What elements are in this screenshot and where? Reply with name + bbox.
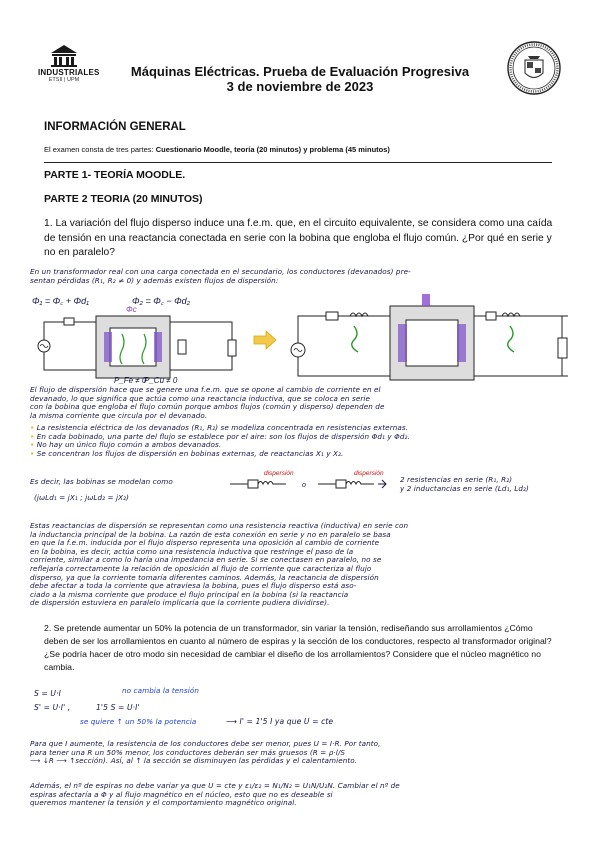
answer1-bullets: [30, 424, 410, 458]
answer-line: para tener una R un 50% menor, los conductores deberán ser más gruesos (R = ρ·l/S: [30, 747, 346, 757]
question-1: 1. La variación del flujo disperso induce una f.e.m. que, en el circuito equivalente, se considera como una caída de tensión en una reactancia conectada en serie con la bobina que engloba el flujo común. ¿Por qué en serie y no en paralelo?: [44, 218, 553, 258]
answer-line: ciado a la misma corriente que produce el flujo principal en la bobina (si la reactancia: [30, 589, 349, 599]
bullet-item: • No hay un único flujo común a ambos devanados.: [30, 440, 222, 450]
answer-line: corriente, similar a como lo haría una impedancia en serie. Si se conectasen en paralelo, no se: [30, 555, 382, 565]
answer2-eq1: S = U·I: [34, 689, 61, 698]
answer-line: sentan pérdidas (R₁, R₂ ≠ 0) y además existen flujos de dispersión:: [30, 275, 279, 285]
title-line-1: Máquinas Eléctricas. Prueba de Evaluación Progresiva: [130, 64, 470, 79]
answer2-eq2b: 1'5 S = U·I': [96, 703, 140, 712]
answer2-note2: se quiere ↑ un 50% la potencia: [80, 717, 197, 726]
bullet-item: • Se concentran los flujos de dispersión en bobinas externas, de reactancias X₁ y X₂.: [30, 448, 344, 458]
model-equation: (jωLd₁ = jX₁ ; jωLd₂ = jX₂): [34, 493, 130, 502]
transformer-diagram: [28, 288, 576, 384]
general-info-heading: INFORMACIÓN GENERAL: [44, 121, 186, 133]
answer-line: de dispersión estuviera en paralelo implicaría que la corriente pudiera dividirse).: [30, 598, 330, 608]
pcu-label: P_Cu ≠ 0: [144, 376, 178, 384]
model-result-1: 2 resistencias en serie (R₁, R₂): [400, 475, 513, 484]
answer-line: En un transformador real con una carga conectada en el secundario, los conductores (devanados) pre-: [30, 267, 411, 276]
series-model-icon: [228, 468, 398, 492]
school-sub: ETSII | UPM: [48, 77, 80, 83]
real-transformer-circuit: [38, 305, 236, 384]
answer2-eq2: S' = U·I' ,: [34, 703, 71, 712]
equivalent-circuit: [291, 294, 568, 380]
answer-line: la misma corriente que circula por el devanado.: [30, 410, 208, 420]
model-results: [400, 476, 529, 493]
title-line-2: 3 de noviembre de 2023: [226, 79, 374, 94]
building-icon: [49, 42, 79, 68]
answer1-intro: [30, 268, 411, 285]
part2-heading: PARTE 2 TEORIA (20 MINUTOS): [44, 193, 203, 205]
answer-line: espiras afectaría a Φ y al flujo magnético en el núcleo, esto que no es deseable si: [30, 789, 333, 799]
answer-line: El flujo de dispersión hace que se genere una f.e.m. que se opone al cambio de corriente en el: [30, 385, 381, 394]
school-name: INDUSTRIALES: [38, 68, 100, 77]
answer-line: Estas reactancias de dispersión se representan como una resistencia reactiva (inductiva) en serie con: [30, 521, 409, 530]
answer2-note1: no cambia la tensión: [122, 686, 200, 695]
model-or: o: [302, 482, 306, 489]
answer-line: Para que I aumente, la resistencia de los conductores debe ser menor, pues U = I·R. Por tanto,: [30, 739, 381, 748]
answer-line: debe afectar a toda la corriente que atraviesa la bobina, pues el flujo disperso está aso-: [30, 581, 357, 591]
model-result-2: y 2 inductancias en serie (Ld₁, Ld₂): [400, 483, 529, 493]
model-prefix: Es decir, las bobinas se modelan como: [30, 477, 173, 486]
bullet-item: • La resistencia eléctrica de los devanados (R₁, R₂) se modeliza concentrada en resistencias externas.: [30, 423, 409, 432]
answer2-para2: [30, 782, 400, 808]
flux-equation-1: Φ₁ = Φ꜀ + Φd₁: [32, 296, 89, 306]
exam-title: [100, 64, 500, 94]
svg-text:dispersión: dispersión: [354, 470, 384, 477]
answer-line: devanado, lo que significa que actúa como una reactancia inductiva, que se coloca en serie: [30, 393, 371, 403]
answer-line: la inductancia principal de la bobina. La razón de esta conexión en serie y no en paralelo se basa: [30, 529, 391, 539]
pfe-label: P_Fe ≠ 0: [114, 376, 147, 384]
answer1-para1: [30, 386, 385, 420]
answer-line: con la bobina que engloba el flujo común porque ambos flujos (común y disperso) dependen de: [30, 402, 385, 412]
university-seal-icon: [506, 40, 562, 96]
question-2: 2. Se pretende aumentar un 50% la potencia de un transformador, sin variar la tensión, rediseñando sus arrollamientos ¿Cómo deben de ser los arrollamientos en cuanto al número de espiras y la sección de los conductores, respecto al transformador original? ¿Se podría hacer de otro modo sin necesidad de cambiar el diseño de los arrollamientos? Considere que el núcleo magnético no cambia.: [44, 623, 552, 672]
answer-line: en que la f.e.m. inducida por el flujo disperso representa una oposición al cambio de corriente: [30, 538, 380, 548]
answer-line: Además, el nº de espiras no debe variar ya que U = cte y ε₁/ε₂ = N₁/N₂ = U₁N/U₂N. Cambiar el nº de: [30, 781, 400, 790]
exam-intro: [44, 145, 390, 154]
intro-prefix: El examen consta de tres partes:: [44, 145, 156, 154]
arrow-icon: [254, 331, 276, 349]
answer-line: en la bobina, es decir, actúa como una resistencia inductiva que restringe el paso de la: [30, 546, 354, 556]
answer-line: queremos mantener la tensión y el comportamiento magnético original.: [30, 798, 297, 808]
divider: [44, 162, 552, 163]
answer-line: ⟶ ↓R ⟶ ↑sección). Así, al ↑ la sección se disminuyen las pérdidas y el calentamiento.: [30, 756, 358, 766]
intro-bold: Cuestionario Moodle, teoría (20 minutos) y problema (45 minutos): [155, 145, 390, 154]
flux-equation-2: Φ₂ = Φ꜀ − Φd₂: [132, 296, 191, 306]
part1-heading: PARTE 1- TEORÍA MOODLE.: [44, 169, 186, 181]
answer1-para2: [30, 522, 408, 608]
answer2-para1: [30, 740, 381, 766]
school-logo: [38, 42, 100, 83]
svg-text:Φc: Φc: [126, 305, 137, 314]
bullet-item: • En cada bobinado, una parte del flujo se establece por el aire: son los flujos de dispersión Φd₁ y Φd₂.: [30, 431, 410, 441]
answer-line: reflejaría correctamente la relación de oposición al flujo de corriente que caracteriza al flujo: [30, 563, 372, 573]
answer-line: disperso, ya que la corriente tomaría diferentes caminos. Además, la reactancia de dispersión: [30, 572, 379, 582]
dispersion-label: dispersión: [264, 470, 294, 477]
answer2-result: ⟶ I' = 1'5 I ya que U = cte: [226, 717, 334, 726]
